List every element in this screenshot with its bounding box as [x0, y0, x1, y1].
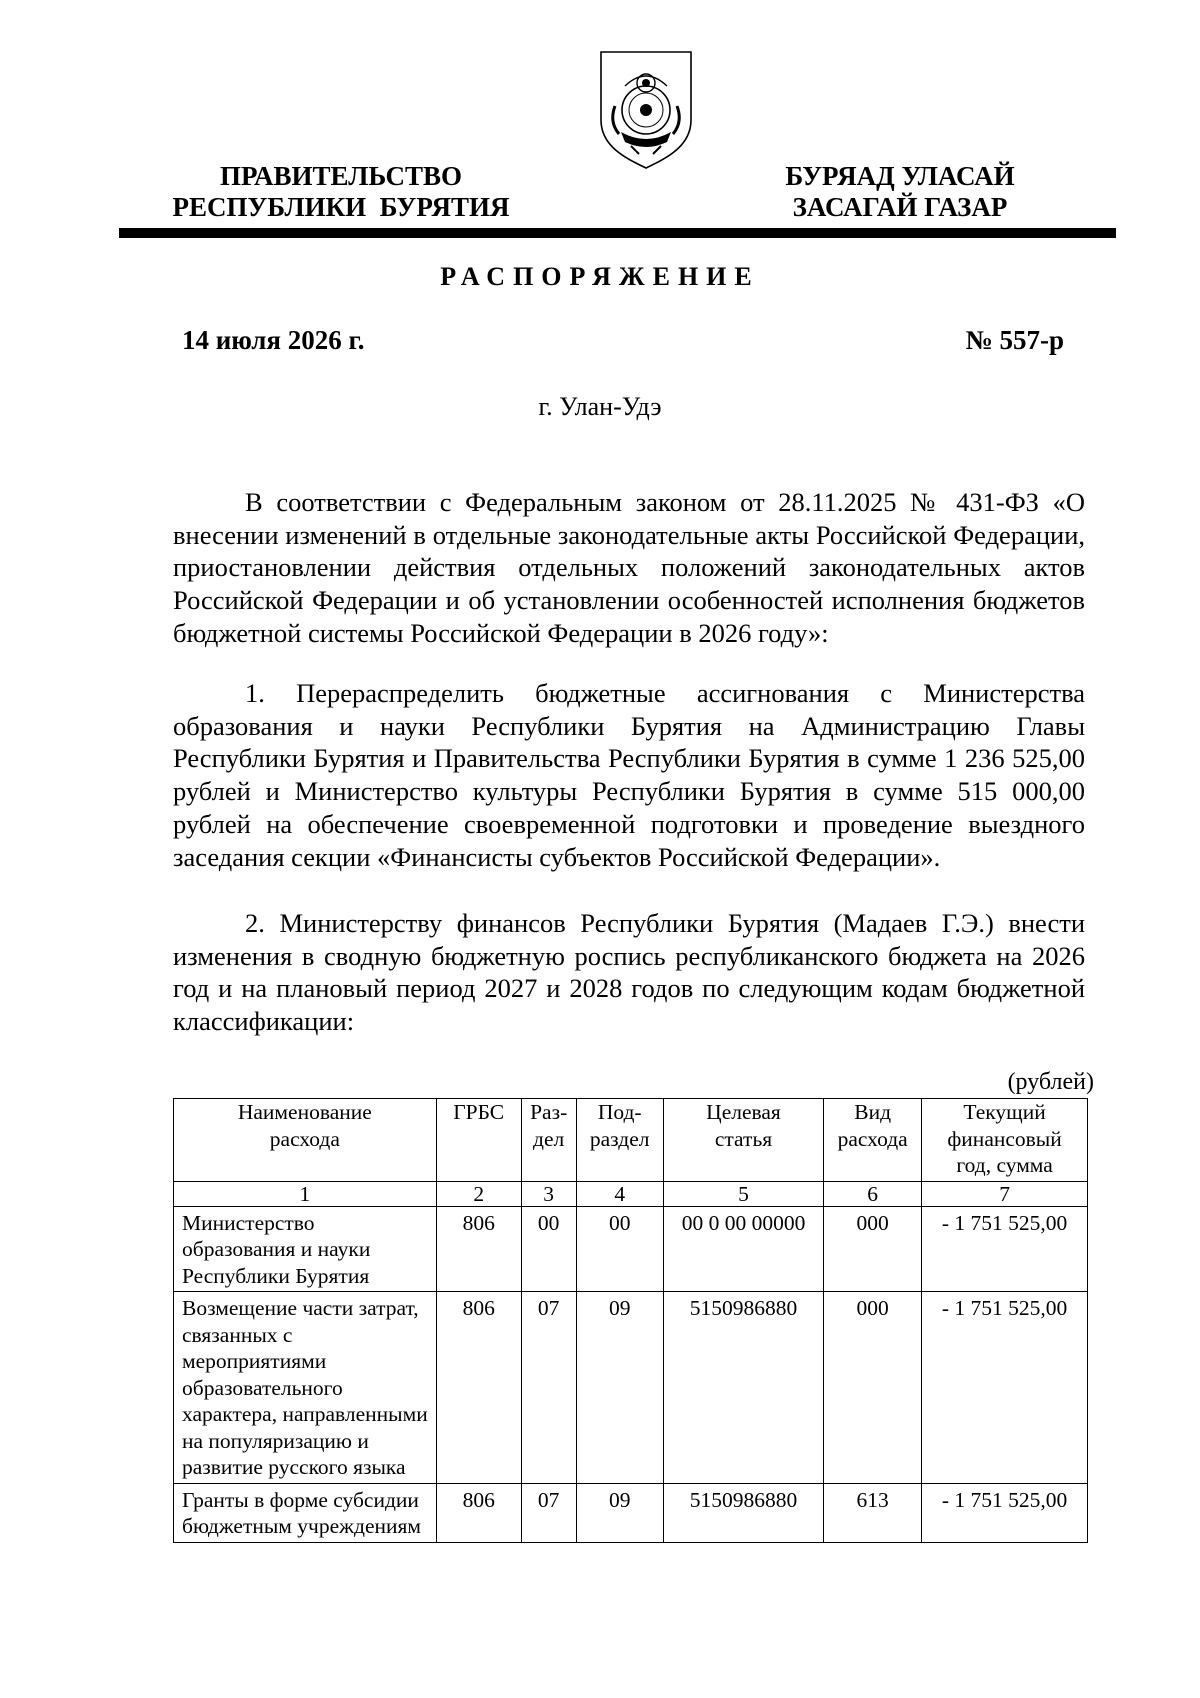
paragraph-preamble: В соответствии с Федеральным законом от 28.11.2025 № 431-ФЗ «О внесении изменений в отдельные законодательные акты Российской Федерации, приостановлении действия отдельных положений законодательных актов Российской Федерации и об установлении особенностей исполнения бюджетов бюджетной системы Российской Федерации в 2026 году»:	[173, 487, 1085, 648]
header-cell-subsection: Под- раздел	[576, 1099, 663, 1182]
column-number: 2	[436, 1181, 521, 1206]
cell-target-article: 5150986880	[663, 1483, 823, 1542]
cell-grbs: 806	[436, 1292, 521, 1484]
cell-section: 07	[521, 1483, 576, 1542]
header-left-line-2: РЕСПУБЛИКИ БУРЯТИЯ	[172, 192, 510, 222]
cell-name: Гранты в форме субсидии бюджетным учреждениям	[174, 1483, 437, 1542]
header-left	[160, 161, 522, 223]
table-row	[174, 1483, 1088, 1542]
cell-section: 00	[521, 1206, 576, 1292]
header-cell-target-article: Целевая статья	[663, 1099, 823, 1182]
cell-expense-type: 613	[824, 1483, 922, 1542]
cell-grbs: 806	[436, 1483, 521, 1542]
table-row	[174, 1292, 1088, 1484]
cell-amount: - 1 751 525,00	[922, 1206, 1088, 1292]
table-unit-label: (рублей)	[1007, 1069, 1094, 1095]
coat-of-arms-icon	[595, 50, 697, 170]
column-number: 1	[174, 1181, 437, 1206]
document-title: РАСПОРЯЖЕНИЕ	[440, 262, 760, 291]
cell-target-article: 00 0 00 00000	[663, 1206, 823, 1292]
header-cell-grbs: ГРБС	[436, 1099, 521, 1182]
header-left-line-1: ПРАВИТЕЛЬСТВО	[219, 161, 463, 191]
cell-amount: - 1 751 525,00	[922, 1483, 1088, 1542]
cell-name: Министерство образования и науки Республики Бурятия	[174, 1206, 437, 1292]
table-header-row	[174, 1099, 1088, 1182]
header-cell-amount: Текущий финансовый год, сумма	[922, 1099, 1088, 1182]
cell-expense-type: 000	[824, 1292, 922, 1484]
cell-subsection: 09	[576, 1483, 663, 1542]
cell-target-article: 5150986880	[663, 1292, 823, 1484]
paragraph-item-1: 1. Перераспределить бюджетные ассигнования с Министерства образования и науки Республики Бурятия на Администрацию Главы Республики Бурятия и Правительства Республики Бурятия в сумме 1 236 525,00 рублей и Министерство культуры Республики Бурятия в сумме 515 000,00 рублей на обеспечение своевременной подготовки и проведение выездного заседания секции «Финансисты субъектов Российской Федерации».	[173, 678, 1085, 872]
cell-subsection: 09	[576, 1292, 663, 1484]
header-right	[750, 161, 1050, 223]
column-number: 7	[922, 1181, 1088, 1206]
column-number: 5	[663, 1181, 823, 1206]
header-right-line-2: ЗАСАГАЙ ГАЗАР	[792, 192, 1008, 222]
document-date: 14 июля 2026 г.	[182, 325, 365, 355]
cell-section: 07	[521, 1292, 576, 1484]
cell-name: Возмещение части затрат, связанных с мероприятиями образовательного характера, направленными на популяризацию и развитие русского языка	[174, 1292, 437, 1484]
header-cell-name: Наименование расхода	[174, 1099, 437, 1182]
column-number: 4	[576, 1181, 663, 1206]
table-row	[174, 1206, 1088, 1292]
cell-grbs: 806	[436, 1206, 521, 1292]
cell-expense-type: 000	[824, 1206, 922, 1292]
document-number: № 557-р	[965, 325, 1064, 355]
document-city: г. Улан-Удэ	[538, 392, 662, 421]
cell-amount: - 1 751 525,00	[922, 1292, 1088, 1484]
table-column-number-row	[174, 1181, 1088, 1206]
cell-subsection: 00	[576, 1206, 663, 1292]
budget-table	[173, 1098, 1088, 1543]
header-divider	[119, 228, 1116, 238]
header-cell-expense-type: Вид расхода	[824, 1099, 922, 1182]
column-number: 3	[521, 1181, 576, 1206]
header-cell-section: Раз- дел	[521, 1099, 576, 1182]
column-number: 6	[824, 1181, 922, 1206]
paragraph-item-2: 2. Министерству финансов Республики Бурятия (Мадаев Г.Э.) внести изменения в сводную бюджетную роспись республиканского бюджета на 2026 год и на плановый период 2027 и 2028 годов по следующим кодам бюджетной классификации:	[173, 908, 1085, 1037]
header-right-line-1: БУРЯАД УЛАСАЙ	[785, 161, 1015, 191]
